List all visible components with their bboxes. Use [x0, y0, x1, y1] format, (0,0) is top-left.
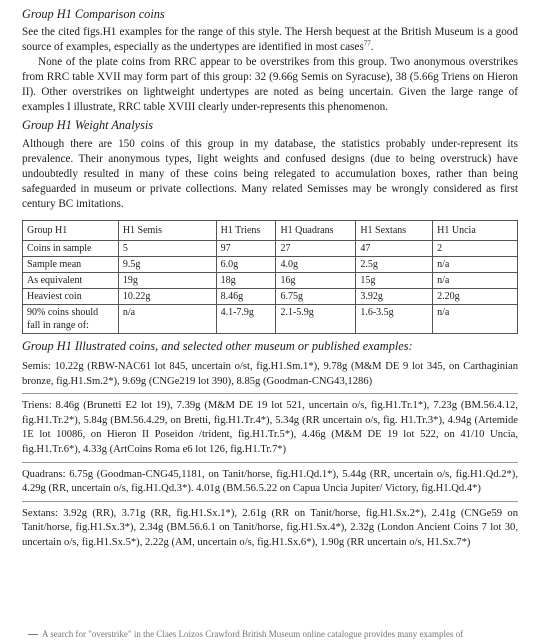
table-header-cell: Group H1 [23, 221, 119, 241]
sextans-block [22, 501, 518, 555]
table-cell: n/a [118, 305, 216, 334]
weight-table [22, 220, 518, 334]
table-cell: Heaviest coin [23, 289, 119, 305]
table-cell: 97 [216, 241, 276, 257]
triens-list: Triens: 8.46g (Brunetti E2 lot 19), 7.39g (M&M DE 19 lot 521, uncertain o/s, fig.H1.Tr.1*), 7.23g (BM.56.4.12, fig.H1.Tr.2*), 5.84g (BM.56.4.29, on Bretti, fig.H1.Tr.4*), 5.34g (RR uncertain o/s, fig. H1.Tr.3*), 4.94g (Artemide 1E lot 10086, on Hieron II Poseidon /trident, fig.H1.Tr.5*), 4.46g (M&M DE 19 lot 522, on 41/10 Uncia, fig.H1.Tr.6*), 4.33g (ArtCoins Roma e6 lot 126, fig.H1.Tr.7*) [22, 400, 518, 455]
triens-block [22, 393, 518, 461]
table-cell: 9.5g [118, 257, 216, 273]
table-header-cell: H1 Triens [216, 221, 276, 241]
table-cell: 47 [356, 241, 433, 257]
comparison-coins-heading: Group H1 Comparison coins [22, 7, 165, 21]
table-cell: 6.0g [216, 257, 276, 273]
table-cell: As equivalent [23, 273, 119, 289]
table-cell: 5 [118, 241, 216, 257]
table-header-cell: H1 Quadrans [276, 221, 356, 241]
weight-analysis-paragraph: Although there are 150 coins of this group in my database, the statistics probably under-represent its prevalence. Their anonymous types, light weights and confused designs (due to being overstruck) have undoubtedly resulted in many of these coins being relegated to accumulation boxes, rather than being safeguarded in museum or private collections. Many related Semisses may be wrongly considered as first century BC imitations. [22, 138, 518, 210]
table-cell: 2 [433, 241, 518, 257]
table-cell: 27 [276, 241, 356, 257]
illustrated-coins-heading: Group H1 Illustrated coins, and selected other museum or published examples: [22, 339, 413, 353]
table-header-cell: H1 Semis [118, 221, 216, 241]
table-cell: n/a [433, 257, 518, 273]
table-cell: 2.5g [356, 257, 433, 273]
semis-list: Semis: 10.22g (RBW-NAC61 lot 845, uncertain o/st, fig.H1.Sm.1*), 9.78g (M&M DE 9 lot 345, on Carthaginian bronze, fig.H1.Sm.2*), 9.69g (CNGe219 lot 390), 8.85g (Goodman-CNG43,1286) [22, 361, 518, 387]
table-header-cell: H1 Uncia [433, 221, 518, 241]
table-cell: 18g [216, 273, 276, 289]
footnote-marker[interactable]: 77 [363, 39, 371, 48]
comparison-paragraph-2: None of the plate coins from RRC appear to be overstrikes from this group. Two anonymous overstrikes from RRC table XVII may form part of this group: 32 (9.66g Semis on Syracuse), 38 (5.66g Triens on Hieron II). Other overstrikes on lightweight undertypes are noted as being uncertain. Given the large range of examples I illustrate, RRC table XVIII clearly under-represents this phenomenon. [22, 56, 518, 113]
table-row [23, 305, 518, 334]
table-cell: n/a [433, 305, 518, 334]
footnote-rule [28, 634, 38, 635]
table-header-cell: H1 Sextans [356, 221, 433, 241]
semis-block [22, 358, 518, 393]
table-cell: 19g [118, 273, 216, 289]
table-cell: 6.75g [276, 289, 356, 305]
table-cell: 8.46g [216, 289, 276, 305]
quadrans-list: Quadrans: 6.75g (Goodman-CNG45,1181, on Tanit/horse, fig.H1.Qd.1*), 5.44g (RR, uncertain o/s, fig.H1.Qd.2*), 4.29g (RR, uncertain o/s, fig.H1.Qd.3*). 4.01g (BM.56.5.22 on Capua Uncia Jupiter/ Victory, fig.H1.Qd.4*) [22, 468, 518, 495]
table-row [23, 289, 518, 305]
table-cell: 2.20g [433, 289, 518, 305]
table-row [23, 273, 518, 289]
table-cell: 3.92g [356, 289, 433, 305]
table-cell: Sample mean [23, 257, 119, 273]
table-cell: 10.22g [118, 289, 216, 305]
table-cell: 16g [276, 273, 356, 289]
table-cell: 15g [356, 273, 433, 289]
footnote-text: A search for "overstrike" in the Claes Loizos Crawford British Museum online catalogue provides many examples of [42, 629, 464, 639]
table-cell: n/a [433, 273, 518, 289]
table-row [23, 241, 518, 257]
table-cell: 1.6-3.5g [356, 305, 433, 334]
weight-analysis-heading: Group H1 Weight Analysis [22, 118, 154, 132]
table-cell: 4.1-7.9g [216, 305, 276, 334]
table-cell: 2.1-5.9g [276, 305, 356, 334]
quadrans-block [22, 462, 518, 501]
table-cell: Coins in sample [23, 241, 119, 257]
table-cell: 4.0g [276, 257, 356, 273]
table-cell: 90% coins should fall in range of: [23, 305, 119, 334]
table-row [23, 257, 518, 273]
footnote-line [28, 629, 518, 639]
comparison-paragraph-1: See the cited figs.H1 examples for the range of this style. The Hersh bequest at the British Museum is a good source of examples, especially as the undertypes are identified in most cases$^{77}$. [22, 26, 518, 53]
table-header-row [23, 221, 518, 241]
sextans-list: Sextans: 3.92g (RR), 3.71g (RR, fig.H1.Sx.1*), 2.61g (RR on Tanit/horse, fig.H1.Sx.2*), 2.41g (CNGe59 on Tanit/horse, fig.H1.Sx.3*), 2.34g (BM.56.6.1 on Tanit/horse, fig.H1.Sx.4*), 2.32g (London Ancient Coins 7 lot 30, uncertain o/s, fig.H1.Sx.5*), 2.22g (AM, uncertain o/s, fig.H1.Sx.6*), 1.90g (RR uncertain o/s, H1.Sx.7*) [22, 507, 518, 548]
